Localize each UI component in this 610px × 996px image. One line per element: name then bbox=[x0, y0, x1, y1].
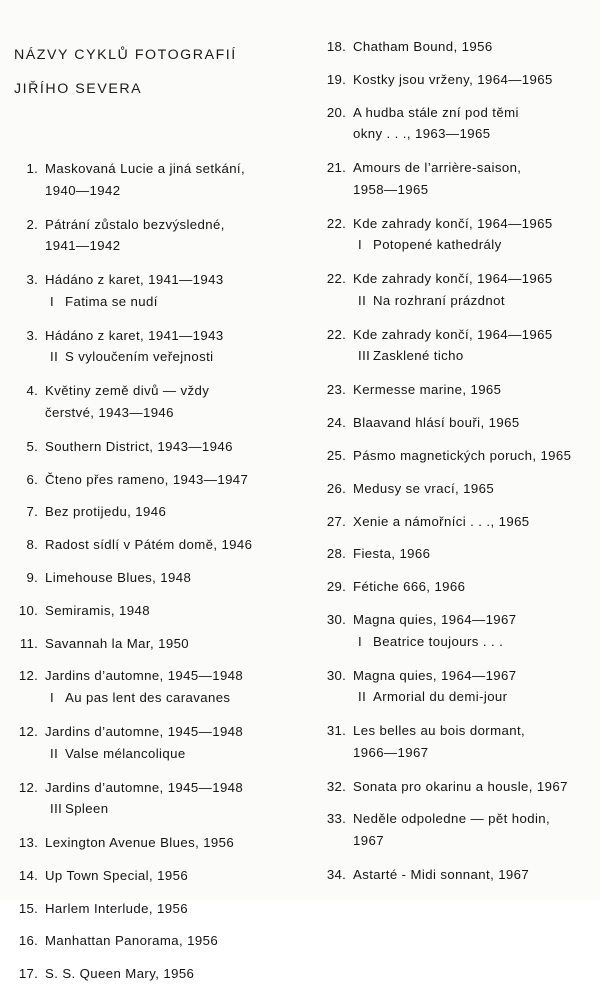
list-item-subtitle bbox=[45, 798, 304, 820]
list-item-title: Jardins d’automne, 1945—1948 bbox=[45, 779, 244, 795]
list-item-title: Savannah la Mar, 1950 bbox=[45, 635, 190, 651]
list-item-number: 6. bbox=[26, 471, 38, 487]
list-item bbox=[322, 69, 610, 91]
list-item-title: Maskovaná Lucie a jiná setkání, bbox=[45, 161, 246, 176]
list-item-title: Sonata pro okarinu a housle, 1967 bbox=[353, 778, 568, 794]
list-item-title: Pátrání zůstalo bezvýsledné, bbox=[45, 216, 225, 232]
list-item-subtitle bbox=[353, 290, 610, 312]
list-item-subtitle-text: Armorial du demi-jour bbox=[373, 689, 508, 705]
list-item bbox=[14, 567, 304, 589]
list-item-number: 18. bbox=[326, 39, 346, 54]
list-item-title: Fiesta, 1966 bbox=[353, 546, 431, 562]
list-item-body bbox=[346, 379, 610, 401]
list-item-subtitle bbox=[353, 631, 610, 653]
list-item-subtitle bbox=[45, 346, 304, 368]
list-item-body bbox=[346, 511, 610, 533]
list-item-body bbox=[38, 269, 304, 312]
list-item bbox=[322, 213, 610, 256]
list-item-roman-numeral: II bbox=[358, 292, 367, 308]
list-item-subtitle bbox=[353, 234, 610, 256]
list-item bbox=[322, 324, 610, 367]
list-item-number: 22. bbox=[326, 215, 346, 231]
list-item-body bbox=[38, 898, 304, 920]
page-title-line-1: NÁZVY CYKLŮ FOTOGRAFIÍ bbox=[14, 47, 237, 63]
catalog-list-right bbox=[322, 0, 610, 886]
list-item bbox=[14, 832, 304, 854]
list-item-title-continued: 1958—1965 bbox=[353, 181, 429, 197]
list-item-number: 9. bbox=[26, 570, 38, 586]
list-item bbox=[14, 600, 304, 622]
list-item-body bbox=[346, 69, 610, 91]
list-item-title: Kde zahrady končí, 1964—1965 bbox=[353, 271, 553, 287]
list-item-title: Hádáno z karet, 1941—1943 bbox=[45, 272, 224, 288]
list-item-number: 5. bbox=[26, 438, 38, 454]
list-item-title-continued: 1967 bbox=[353, 833, 384, 849]
list-item-title-continued: čerstvé, 1943—1946 bbox=[45, 404, 174, 420]
list-item-subtitle-text: Beatrice toujours . . . bbox=[373, 633, 504, 649]
list-item bbox=[14, 269, 304, 312]
list-item-subtitle-text: Spleen bbox=[65, 801, 109, 817]
list-item bbox=[322, 379, 610, 401]
list-item bbox=[322, 808, 610, 851]
list-item-body bbox=[38, 930, 304, 952]
catalog-list-left bbox=[14, 0, 304, 985]
list-item-number: 19. bbox=[326, 71, 346, 87]
list-item-title: Radost sídlí v Pátém domě, 1946 bbox=[45, 537, 253, 553]
list-item bbox=[14, 469, 304, 491]
list-item-body bbox=[346, 478, 610, 500]
list-item-body bbox=[346, 102, 610, 145]
list-item-title: Pásmo magnetických poruch, 1965 bbox=[353, 448, 572, 464]
list-item bbox=[14, 534, 304, 556]
list-item-roman-numeral: I bbox=[358, 237, 363, 253]
list-item-number: 28. bbox=[326, 546, 346, 562]
list-item-title: Květiny země divů — vždy bbox=[45, 383, 210, 399]
list-item bbox=[322, 864, 610, 886]
list-item-body bbox=[346, 445, 610, 467]
list-item-title: Kermesse marine, 1965 bbox=[353, 382, 502, 398]
list-item-number: 29. bbox=[326, 579, 346, 595]
list-item-title-continued: 1966—1967 bbox=[353, 744, 429, 760]
list-item bbox=[14, 325, 304, 368]
list-item-subtitle bbox=[45, 291, 304, 313]
list-item bbox=[322, 412, 610, 434]
list-item-body bbox=[38, 469, 304, 491]
list-item bbox=[14, 777, 304, 820]
list-item-body bbox=[38, 665, 304, 708]
list-item-body bbox=[38, 777, 304, 820]
list-item-number: 3. bbox=[26, 272, 38, 288]
list-item-title: Astarté - Midi sonnant, 1967 bbox=[353, 867, 530, 883]
list-item-number: 33. bbox=[326, 811, 346, 827]
list-item bbox=[14, 930, 304, 952]
list-item bbox=[14, 963, 304, 985]
list-item-body bbox=[38, 380, 304, 423]
list-item-body bbox=[346, 720, 610, 763]
list-item-title: Harlem Interlude, 1956 bbox=[45, 900, 188, 916]
list-item bbox=[14, 436, 304, 458]
list-item bbox=[322, 445, 610, 467]
list-item-number: 32. bbox=[326, 778, 346, 794]
list-item-roman-numeral: II bbox=[50, 745, 59, 761]
list-item-title: Hádáno z karet, 1941—1943 bbox=[45, 327, 224, 343]
list-item-number: 13. bbox=[18, 835, 38, 851]
list-item-number: 12. bbox=[18, 723, 38, 739]
list-item-title: Bez protijedu, 1946 bbox=[45, 504, 167, 520]
list-item-body bbox=[38, 963, 304, 985]
list-item-subtitle-text: S vyloučením veřejnosti bbox=[65, 349, 214, 365]
list-item bbox=[14, 380, 304, 423]
list-item-number: 4. bbox=[26, 383, 38, 399]
list-item-title: Southern District, 1943—1946 bbox=[45, 438, 233, 454]
list-item-number: 27. bbox=[326, 513, 346, 529]
list-item-body bbox=[38, 721, 304, 764]
list-item-subtitle bbox=[353, 686, 610, 708]
list-item-body bbox=[346, 36, 610, 58]
list-item bbox=[14, 501, 304, 523]
list-item bbox=[322, 511, 610, 533]
list-item-subtitle-text: Fatima se nudí bbox=[65, 293, 158, 309]
list-item-title: Magna quies, 1964—1967 bbox=[353, 611, 517, 627]
list-item-number: 30. bbox=[326, 611, 346, 627]
list-item bbox=[322, 665, 610, 708]
list-item-number: 21. bbox=[326, 160, 346, 176]
list-item-number: 30. bbox=[326, 667, 346, 683]
list-item bbox=[322, 776, 610, 798]
list-item-body bbox=[346, 324, 610, 367]
list-item-number: 22. bbox=[326, 326, 346, 342]
list-item-title: Fétiche 666, 1966 bbox=[353, 579, 466, 595]
list-item-body bbox=[38, 633, 304, 655]
list-item-roman-numeral: I bbox=[50, 689, 55, 705]
list-item-title: Amours de l’arrière-saison, bbox=[353, 160, 522, 176]
list-item-title: Kde zahrady končí, 1964—1965 bbox=[353, 326, 553, 342]
list-item-title: Blaavand hlásí bouři, 1965 bbox=[353, 415, 520, 431]
list-item-number: 10. bbox=[18, 602, 38, 618]
list-item-number: 16. bbox=[18, 933, 38, 949]
list-item-number: 1. bbox=[26, 161, 38, 176]
list-item-body bbox=[346, 864, 610, 886]
list-item bbox=[322, 609, 610, 652]
list-item-number: 2. bbox=[26, 216, 38, 232]
list-item-body bbox=[346, 268, 610, 311]
page-title-line-2: JIŘÍHO SEVERA bbox=[14, 81, 143, 97]
list-item-body bbox=[346, 665, 610, 708]
list-item-subtitle-text: Valse mélancolique bbox=[65, 745, 186, 761]
list-item-number: 24. bbox=[326, 415, 346, 431]
list-item-roman-numeral: I bbox=[50, 293, 55, 309]
list-item-body bbox=[38, 436, 304, 458]
list-item-title: Manhattan Panorama, 1956 bbox=[45, 933, 219, 949]
list-item-number: 12. bbox=[18, 668, 38, 684]
list-item bbox=[14, 865, 304, 887]
list-item bbox=[322, 157, 610, 200]
list-item-body bbox=[38, 214, 304, 257]
list-item bbox=[14, 158, 304, 201]
list-item bbox=[322, 576, 610, 598]
list-item-title: Neděle odpoledne — pět hodin, bbox=[353, 811, 551, 827]
list-item-title: Up Town Special, 1956 bbox=[45, 867, 189, 883]
list-item-subtitle-text: Na rozhraní prázdnot bbox=[373, 292, 505, 308]
list-item-roman-numeral: II bbox=[50, 349, 59, 365]
list-item-title-continued: okny . . ., 1963—1965 bbox=[353, 126, 491, 142]
list-item-number: 3. bbox=[26, 327, 38, 343]
list-item-subtitle bbox=[45, 743, 304, 765]
list-item-subtitle bbox=[45, 687, 304, 709]
list-item-title: Jardins d’automne, 1945—1948 bbox=[45, 723, 244, 739]
list-item-subtitle-text: Zasklené ticho bbox=[373, 348, 464, 364]
list-item-body bbox=[346, 543, 610, 565]
list-item bbox=[322, 102, 610, 145]
list-item-title: Limehouse Blues, 1948 bbox=[45, 570, 192, 586]
list-item-subtitle bbox=[353, 345, 610, 367]
list-item-number: 12. bbox=[18, 779, 38, 795]
list-item-number: 14. bbox=[18, 867, 38, 883]
list-item-number: 15. bbox=[18, 900, 38, 916]
list-item-number: 26. bbox=[326, 480, 346, 496]
list-item-body bbox=[346, 609, 610, 652]
list-item-title: Čteno přes rameno, 1943—1947 bbox=[45, 471, 249, 487]
list-item-body bbox=[346, 157, 610, 200]
column-right bbox=[322, 0, 610, 897]
list-item-body bbox=[38, 865, 304, 887]
list-item bbox=[322, 36, 610, 58]
list-item bbox=[322, 478, 610, 500]
list-item-body bbox=[38, 325, 304, 368]
list-item-body bbox=[38, 158, 304, 201]
list-item bbox=[14, 214, 304, 257]
list-item-body bbox=[346, 776, 610, 798]
list-item bbox=[14, 665, 304, 708]
list-item-number: 11. bbox=[19, 635, 38, 651]
list-item-title-continued: 1941—1942 bbox=[45, 238, 121, 254]
list-item-title: A hudba stále zní pod těmi bbox=[353, 104, 519, 120]
list-item-number: 31. bbox=[326, 723, 346, 739]
list-item-title: Les belles au bois dormant, bbox=[353, 723, 526, 739]
list-item-number: 17. bbox=[18, 966, 38, 982]
list-item-title: Kostky jsou vrženy, 1964—1965 bbox=[353, 71, 553, 87]
list-item-number: 8. bbox=[26, 537, 38, 553]
list-item-title: Chatham Bound, 1956 bbox=[353, 39, 493, 54]
list-item-number: 25. bbox=[326, 448, 346, 464]
list-item-number: 23. bbox=[326, 382, 346, 398]
list-item-title: Jardins d’automne, 1945—1948 bbox=[45, 668, 244, 684]
list-item bbox=[322, 720, 610, 763]
list-item-roman-numeral: III bbox=[358, 348, 371, 364]
list-item bbox=[322, 543, 610, 565]
list-item-body bbox=[38, 501, 304, 523]
list-item-title: Xenie a námořníci . . ., 1965 bbox=[353, 513, 530, 529]
list-item-subtitle-text: Potopené kathedrály bbox=[373, 237, 502, 253]
list-item-title-continued: 1940—1942 bbox=[45, 182, 121, 198]
list-item-body bbox=[346, 213, 610, 256]
list-item bbox=[14, 898, 304, 920]
list-item bbox=[14, 721, 304, 764]
list-item-roman-numeral: II bbox=[358, 689, 367, 705]
list-item bbox=[322, 268, 610, 311]
list-item-body bbox=[38, 567, 304, 589]
list-item-number: 34. bbox=[326, 867, 346, 883]
list-item-body bbox=[346, 412, 610, 434]
list-item-body bbox=[346, 808, 610, 851]
list-item-title: Lexington Avenue Blues, 1956 bbox=[45, 835, 235, 851]
list-item-body bbox=[38, 534, 304, 556]
list-item-number: 20. bbox=[326, 104, 346, 120]
list-item-subtitle-text: Au pas lent des caravanes bbox=[65, 689, 231, 705]
list-item-number: 7. bbox=[26, 504, 38, 520]
list-item-title: Medusy se vrací, 1965 bbox=[353, 480, 495, 496]
column-left bbox=[14, 0, 304, 996]
list-item-body bbox=[346, 576, 610, 598]
list-item-title: Semiramis, 1948 bbox=[45, 602, 150, 618]
list-item-title: S. S. Queen Mary, 1956 bbox=[45, 966, 195, 982]
list-item-body bbox=[38, 832, 304, 854]
list-item-roman-numeral: III bbox=[50, 801, 63, 817]
list-item-number: 22. bbox=[326, 271, 346, 287]
list-item bbox=[14, 633, 304, 655]
list-item-title: Magna quies, 1964—1967 bbox=[353, 667, 517, 683]
list-item-title: Kde zahrady končí, 1964—1965 bbox=[353, 215, 553, 231]
list-item-body bbox=[38, 600, 304, 622]
list-item-roman-numeral: I bbox=[358, 633, 363, 649]
